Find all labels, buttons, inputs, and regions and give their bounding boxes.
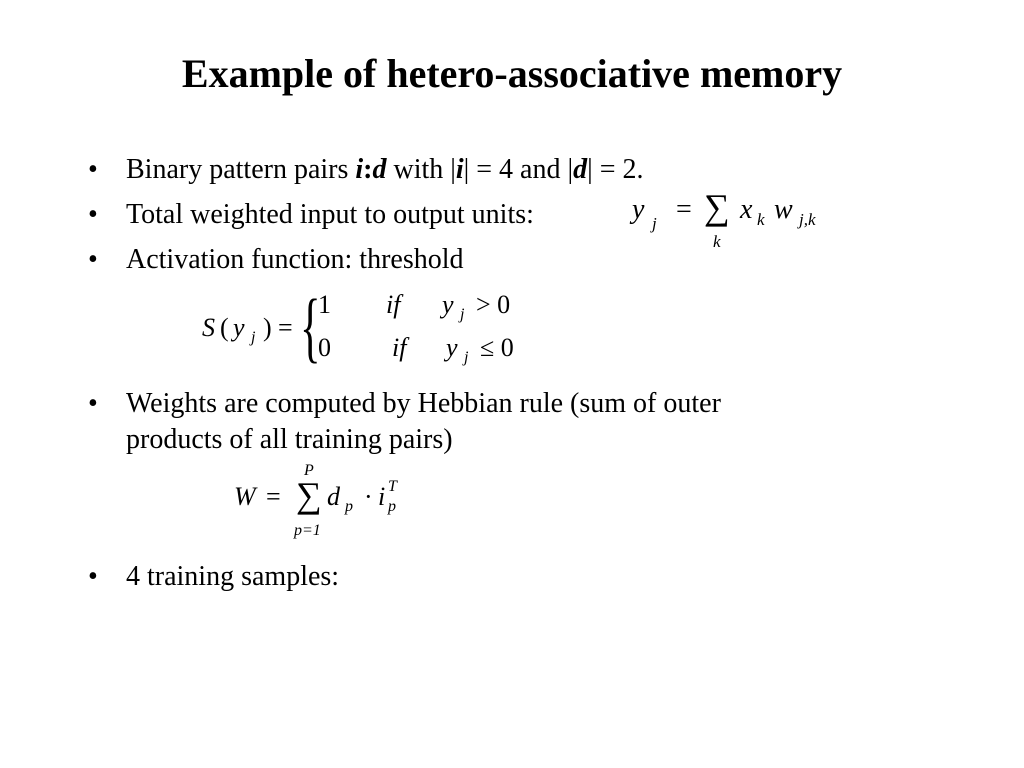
slide: Example of hetero-associative memory • Binary pattern pairs i:d with |i| = 4 and |d| = 2. • Total weighted input to output units: y j = ∑ k x k w j,k • Activation function: threshold S ( y j ) = { 1 if y j > 0 0 if y j ≤ 0 • Weights are computed by Hebbian rule (sum of outer products of all training pairs) W = P ∑ p=1 d p · i T p • 4 training samples:	[0, 0, 1024, 768]
bullet-text: Activation function: threshold	[126, 244, 464, 275]
bullet-text-line2: products of all training pairs)	[126, 424, 453, 455]
bullet-text: 4 training samples:	[126, 561, 340, 592]
bullet-marker: •	[88, 154, 98, 185]
bullet-marker: •	[88, 388, 98, 419]
bullet-text: Total weighted input to output units:	[126, 199, 534, 230]
bullet-marker: •	[88, 199, 98, 230]
bullet-text: Binary pattern pairs i:d with |i| = 4 and |d| = 2.	[126, 154, 644, 185]
left-brace: {	[300, 283, 321, 370]
bullet-text-line1: Weights are computed by Hebbian rule (sum of outer	[126, 388, 721, 419]
bullet-marker: •	[88, 561, 98, 592]
bullet-marker: •	[88, 244, 98, 275]
slide-title: Example of hetero-associative memory	[181, 51, 843, 96]
